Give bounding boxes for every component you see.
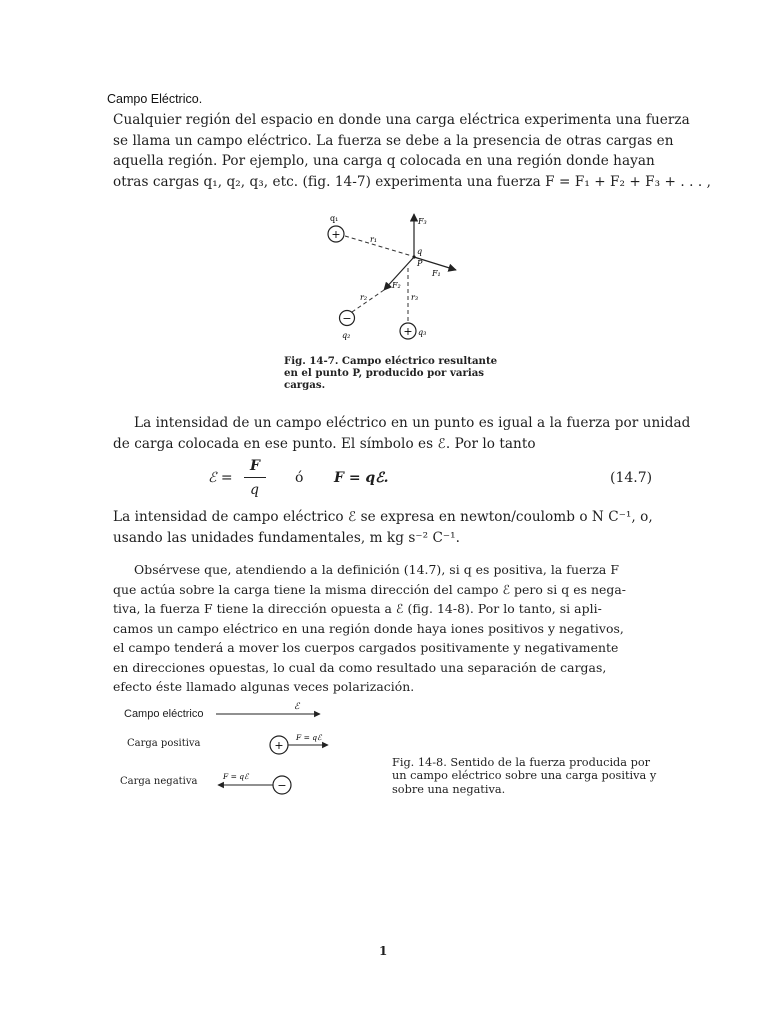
equation-denominator: q	[250, 482, 259, 498]
label-r1: r₁	[370, 235, 378, 244]
force-label-negative: F = qℰ	[223, 772, 249, 781]
equation-number: (14.7)	[610, 470, 653, 486]
minus-sign: −	[342, 312, 352, 325]
text-line: se llama un campo eléctrico. La fuerza se debe a la presencia de otras cargas en	[113, 132, 674, 149]
text-line: otras cargas q₁, q₂, q₃, etc. (fig. 14-7) experimenta una fuerza F = F₁ + F₂ + F₃ + . . . ,	[113, 173, 711, 190]
paragraph-definition	[113, 413, 691, 454]
text-line: de carga colocada en ese punto. El símbolo es ℰ. Por lo tanto	[113, 435, 536, 452]
label-q1: q₁	[330, 214, 339, 223]
equation-numerator: F	[250, 458, 260, 474]
text-line: tiva, la fuerza F tiene la dirección opuesta a ℰ (fig. 14-8). Por lo tanto, si apli-	[113, 601, 602, 616]
figure-14-7-caption: Fig. 14-7. Campo eléctrico resultante en el punto P, producido por varias cargas.	[284, 355, 498, 392]
label-f2: F₂	[392, 281, 401, 290]
label-q3: q₃	[418, 328, 427, 337]
page-number: 1	[379, 944, 388, 958]
label-carga-positiva: Carga positiva	[127, 738, 201, 749]
fraction-bar	[244, 477, 266, 478]
label-carga-negativa: Carga negativa	[120, 776, 198, 787]
plus-sign: +	[403, 325, 413, 338]
figure-14-7-diagram	[300, 208, 480, 348]
label-f3: F₃	[418, 217, 427, 226]
equation-rhs: F = qℰ.	[334, 470, 389, 486]
text-line: camos un campo eléctrico en una región donde haya iones positivos y negativos,	[113, 620, 624, 636]
equation-or: ó	[295, 470, 304, 486]
equation-lhs-text: ℰ =	[208, 470, 233, 486]
text-line: en direcciones opuestas, lo cual da como resultado una separación de cargas,	[113, 659, 607, 675]
minus-sign: −	[277, 779, 287, 792]
paragraph-direction	[113, 560, 661, 697]
plus-sign: +	[331, 228, 341, 241]
figure-14-8-diagram	[190, 700, 330, 800]
label-q: q	[417, 247, 423, 256]
text-line: efecto éste llamado algunas veces polarización.	[113, 679, 415, 694]
text-line: que actúa sobre la carga tiene la misma dirección del campo ℰ pero si q es nega-	[113, 581, 627, 597]
text-line: La intensidad de un campo eléctrico en un punto es igual a la fuerza por unidad	[134, 415, 691, 431]
section-heading: Campo Eléctrico.	[107, 92, 203, 106]
label-p: P	[417, 259, 423, 268]
label-r2: r₂	[360, 293, 368, 302]
label-q2: q₂	[342, 331, 351, 340]
line-r1	[345, 236, 412, 256]
label-r3: r₃	[411, 293, 419, 302]
text-line: aquella región. Por ejemplo, una carga q colocada en una región donde hayan	[113, 153, 655, 169]
line-r2	[352, 290, 384, 312]
text-line: usando las unidades fundamentales, m kg s⁻² C⁻¹.	[113, 529, 461, 546]
force-label-positive: F = qℰ	[296, 733, 322, 742]
field-symbol: ℰ	[294, 702, 300, 712]
text-line: el campo tenderá a mover los cuerpos cargados positivamente y negativamente	[113, 640, 619, 655]
label-campo-electrico: Campo eléctrico	[124, 708, 204, 720]
text-line: Cualquier región del espacio en donde una carga eléctrica experimenta una fuerza	[113, 112, 690, 128]
label-f1: F₁	[432, 269, 441, 278]
paragraph-units	[113, 507, 661, 548]
text-line: La intensidad de campo eléctrico ℰ se expresa en newton/coulomb o N C⁻¹, o,	[113, 509, 653, 525]
text-line: Obsérvese que, atendiendo a la definición (14.7), si q es positiva, la fuerza F	[134, 562, 619, 577]
figure-14-8-caption: Fig. 14-8. Sentido de la fuerza producida por un campo eléctrico sobre una carga positiva y sobre una negativa.	[392, 756, 657, 796]
paragraph-intro	[113, 110, 711, 192]
plus-sign: +	[274, 739, 284, 752]
